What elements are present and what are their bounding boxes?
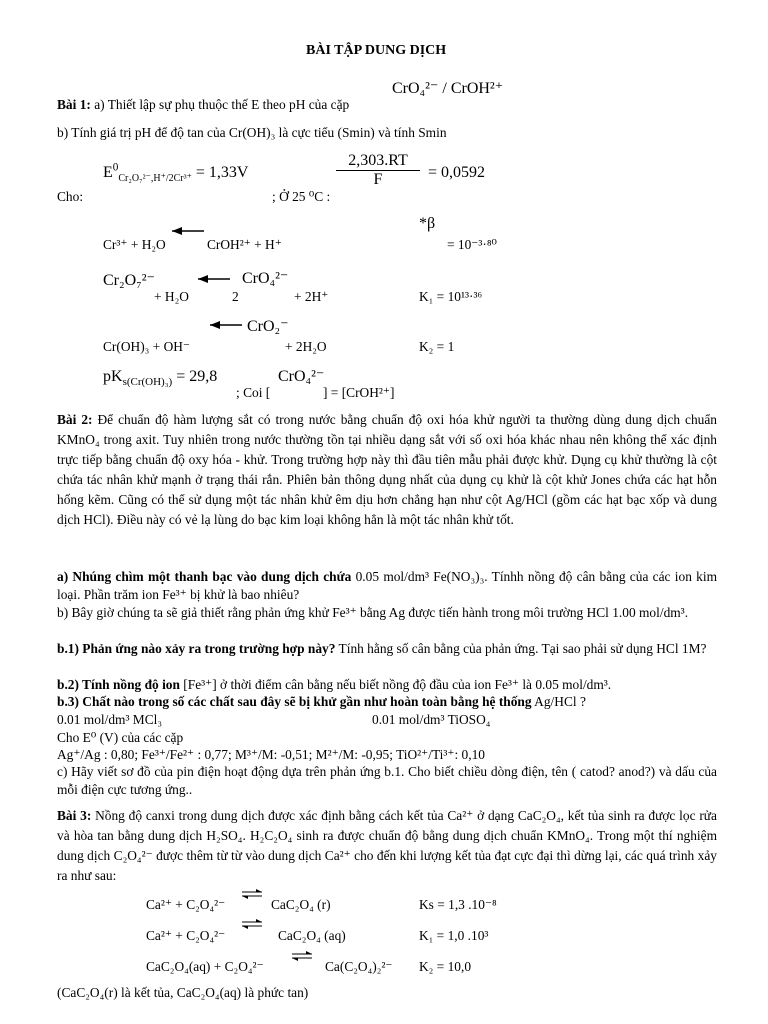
e0-list: Ag⁺/Ag : 0,80; Fe³⁺/Fe²⁺ : 0,77; M³⁺/M: -0,51; M²⁺/M: -0,95; TiO²⁺/Ti³⁺: 0,10 [57,747,485,762]
pks-subscript: s(Cr(OH)₃) [122,376,173,389]
coi-close: ] = [CrOH²⁺] [323,385,395,400]
bai2-part-b3 [57,693,586,710]
e0-symbol: E [103,164,113,181]
eq3-water: + 2H₂O [285,339,327,354]
fraction-denominator: F [373,171,383,188]
coi-species: CrO₄²⁻ [278,368,325,385]
temperature-condition: ; Ở 25 ⁰C : [272,189,331,204]
bai2-label: Bài 2: [57,412,93,427]
cho-label: Cho: [57,189,84,204]
bai2-a-bold: a) Nhúng chìm một thanh bạc vào dung dịch chứa [57,569,352,584]
bai3-note: (CaC₂O₄(r) là kết tủa, CaC₂O₄(aq) là phức tan) [57,985,309,1000]
bai2-paragraph [57,410,717,530]
eq1-products: CrOH²⁺ + H⁺ [207,237,282,252]
bai3-text: Nồng độ canxi trong dung dịch được xác định bằng cách kết tủa Ca²⁺ ở dạng CaC₂O₄, kết tủa sinh ra được lọc rửa và hòa tan bằng dung dịch H₂SO₄. H₂C₂O₄ sinh ra được chuẩn độ bằng dung dịch chuẩn KMnO₄. Trong một thí nghiệm dung dịch C₂O₄²⁻ được thêm từ từ vào dung dịch Ca²⁺ cho đến khi lượng kết tủa đạt cực đại thì dừng lại, các quá trình xảy ra như sau: [57,808,717,883]
bai2-b3-text: Ag/HCl ? [531,694,586,709]
eq3-reactants: Cr(OH)₃ + OH⁻ [103,339,190,354]
bai2-part-b1 [57,640,717,658]
r3-reactants: CaC₂O₄(aq) + C₂O₄²⁻ [146,959,264,974]
e0-couple: Cr₂O₇²⁻,H⁺/2Cr³⁺ [118,173,192,185]
pks-value: = 29,8 [176,368,218,385]
eq2-constant: K₁ = 10¹³·³⁶ [419,289,483,304]
eq1-beta: *β [419,215,436,232]
bai2-a-text: 0.05 mol/dm³ Fe(NO₃)₃. Tínhh nồng độ cân bằng của các ion kim loại. Phần trăm ion Fe³⁺ bị khử là bao nhiêu? [57,569,717,602]
eq3-constant: K₂ = 1 [419,339,455,354]
bai1-a-text: a) Thiết lập sự phụ thuộc thế E theo pH của cặp [90,97,350,112]
bai1-couple: CrO₄²⁻ / CrOH²⁺ [392,80,504,97]
eq3-chromite: CrO₂⁻ [247,318,289,335]
bai2-part-b2 [57,676,611,693]
r1-product: CaC₂O₄ (r) [271,897,331,912]
e0-sup: 0 [112,161,119,174]
bai2-b2-bold: b.2) Tính nồng độ ion [57,677,180,692]
nernst-factor-value: = 0,0592 [428,164,486,181]
r1-reactants: Ca²⁺ + C₂O₄²⁻ [146,897,226,912]
bai3-paragraph [57,806,717,886]
r2-product: CaC₂O₄ (aq) [278,928,346,943]
bai1-label: Bài 1: [57,97,91,112]
eq2-dichromate: Cr₂O₇²⁻ [103,272,155,289]
r2-constant: K₁ = 1,0 .10³ [419,928,489,943]
bai2-b1-text: Tính hằng số cân bằng của phản ứng. Tại sao phải sử dụng HCl 1M? [335,641,707,656]
e0-header: Cho E⁰ (V) của các cặp [57,730,184,745]
e0-value: = 1,33V [195,164,249,181]
bai2-part-b: b) Bây giờ chúng ta sẽ giả thiết rằng phản ứng khử Fe³⁺ bằng Ag được tiến hành trong môi trường HCl 1.00 mol/dm³. [57,605,689,620]
page-title: BÀI TẬP DUNG DỊCH [306,43,447,58]
equilibrium-arrow-icon [240,918,264,932]
bai3-label: Bài 3: [57,808,92,823]
bai1-line-a [57,96,349,113]
fraction-numerator: 2,303.RT [336,152,420,171]
r2-reactants: Ca²⁺ + C₂O₄²⁻ [146,928,226,943]
eq2-proton: + 2H⁺ [294,289,329,304]
bai1-b-text: b) Tính giá trị pH để độ tan của Cr(OH)₃ là cực tiểu (Smin) và tính Smin [57,125,447,140]
option-mcl3: 0.01 mol/dm³ MCl₃ [57,712,163,727]
eq2-chromate: CrO₄²⁻ [242,270,289,287]
equilibrium-arrow-icon [290,950,314,964]
bai2-b2-text: [Fe³⁺] ở thời điểm cân bằng nếu biết nồng độ đầu của ion Fe³⁺ là 0.05 mol/dm³. [179,677,612,692]
equilibrium-arrow-icon [240,888,264,902]
nernst-factor-fraction [336,152,420,189]
equilibrium-arrow-icon [208,320,244,334]
eq2-coefficient: 2 [232,289,239,304]
r3-product: Ca(C₂O₄)₂²⁻ [325,959,393,974]
eq1-reactants: Cr³⁺ + H₂O [103,237,166,252]
bai2-text: Để chuẩn độ hàm lượng sắt có trong nước bằng chuẩn độ oxi hóa khử người ta thường dùng dung dịch chuẩn KMnO₄ trong axit. Tuy nhiên trong nước thường tồn tại nhiều dạng sắt với số oxi hóa khác nhau nên không thể xác định trực tiếp bằng chuẩn độ oxy hóa - khử. Trong trường hợp này thì đầu tiên mẫu phải được khử. Dụng cụ khử thường là cột chứa tác nhân khử mạnh ở trạng thái rắn. Phiên bản thông dụng nhất của dụng cụ khử là cột khử Jones chứa các hạt hỗn hống kẽm. Cũng có thể sử dụng một tác nhân khử êm dịu hơn chẳng hạn như cột Ag/HCl (gồm các hạt bạc xốp và dung dịch HCl). Điều này có vẻ lạ lùng do bạc kim loại không hẳn là một tác nhân khử tốt. [57,412,717,527]
equilibrium-arrow-icon [196,274,232,288]
eq1-constant: = 10⁻³·⁸⁰ [447,237,497,252]
equilibrium-arrow-icon [170,226,206,240]
pks-symbol: pK [103,368,123,385]
bai2-b1-bold: b.1) Phản ứng nào xảy ra trong trường hợp này? [57,641,336,656]
r3-constant: K₂ = 10,0 [419,959,472,974]
bai2-part-c: c) Hãy viết sơ đồ của pin điện hoạt động dựa trên phản ứng b.1. Cho biết chiều dòng điện, tên ( catod? anod?) và dấu của mỗi điện cực tương ứng.. [57,764,717,797]
r1-constant: Ks = 1,3 .10⁻⁸ [419,897,497,912]
bai2-part-a [57,568,717,604]
coi-open: ; Coi [ [236,385,271,400]
option-tioso4: 0.01 mol/dm³ TiOSO₄ [372,712,491,727]
eq2-water: + H₂O [154,289,189,304]
pks-expression [103,368,218,389]
bai2-b3-bold: b.3) Chất nào trong số các chất sau đây sẽ bị khử gần như hoàn toàn bằng hệ thống [57,694,532,709]
e0-standard-potential [103,161,249,185]
